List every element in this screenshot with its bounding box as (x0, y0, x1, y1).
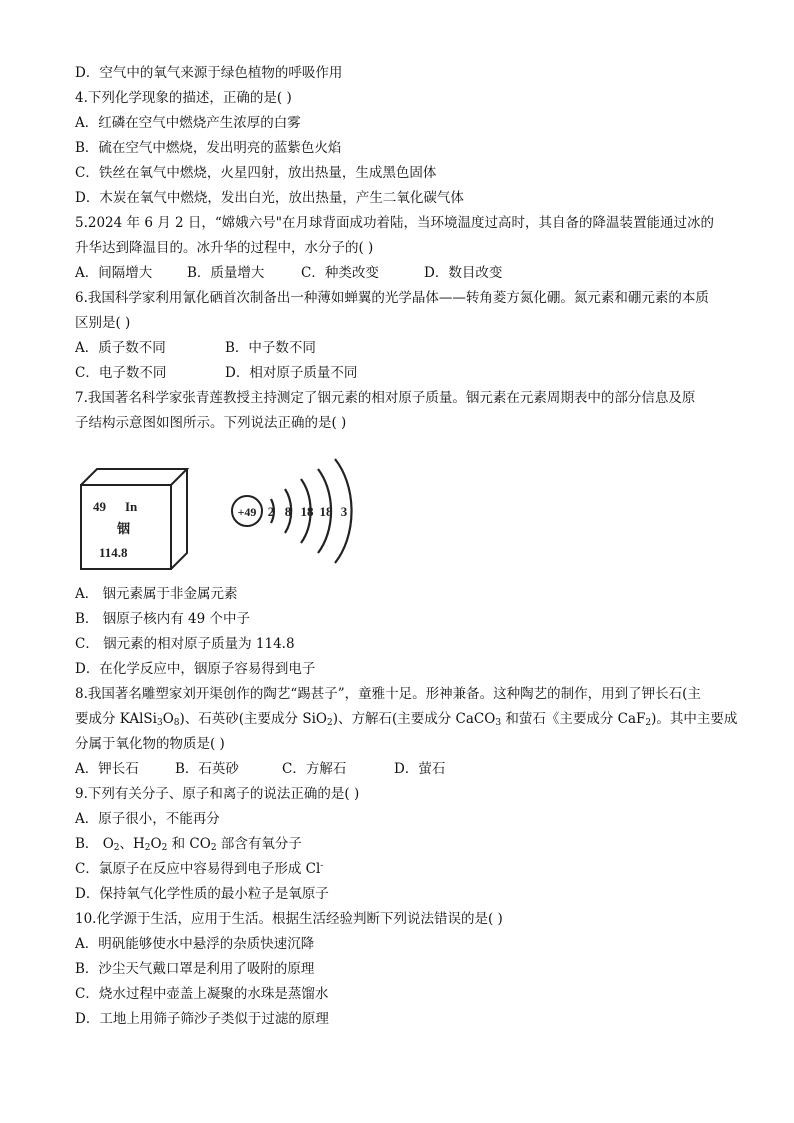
q5-option-a: A．间隔增大 (75, 265, 153, 281)
q6-options-row2 (75, 364, 725, 383)
q6-option-d: D．相对原子质量不同 (225, 365, 358, 381)
q8-option-b: B．石英砂 (175, 761, 239, 777)
q5-option-c: C．种类改变 (301, 265, 379, 281)
q7-option-a: A． 铟元素属于非金属元素 (75, 586, 238, 602)
q9-stem: 9.下列有关分子、原子和离子的说法正确的是( ) (75, 786, 360, 802)
shell-2-count: 8 (284, 504, 292, 519)
q9-option-c: C．氯原子在反应中容易得到电子形成 Cl- (75, 861, 324, 877)
q4-option-a: A．红磷在空气中燃烧产生浓厚的白雾 (75, 115, 301, 131)
element-name: 铟 (117, 522, 131, 537)
nucleus-charge: +49 (237, 505, 257, 519)
element-number: 49 (93, 499, 106, 514)
element-cube (81, 469, 187, 569)
q10-option-d: D．工地上用筛子筛沙子类似于过滤的原理 (75, 1011, 329, 1027)
q7-option-b: B． 铟原子核内有 49 个中子 (75, 611, 250, 627)
q10-option-a: A．明矾能够使水中悬浮的杂质快速沉降 (75, 936, 315, 952)
indium-diagram (75, 455, 395, 580)
q4-option-c: C．铁丝在氧气中燃烧，火星四射，放出热量，生成黑色固体 (75, 165, 437, 181)
q8-option-a: A．钾长石 (75, 761, 139, 777)
q10-option-c: C．烧水过程中壶盖上凝聚的水珠是蒸馏水 (75, 986, 329, 1002)
q4-option-b: B．硫在空气中燃烧，发出明亮的蓝紫色火焰 (75, 140, 342, 156)
q6-options-row1 (75, 339, 725, 358)
q5-stem-line1: 5.2024 年 6 月 2 日，“嫦娥六号"在月球背面成功着陆，当环境温度过高时，其自备的降温装置能通过冰的 (75, 215, 714, 231)
q8-stem-line1: 8.我国著名雕塑家刘开渠创作的陶艺“踢甚子”，童雅十足。形神兼备。这种陶艺的制作，用到了钾长石(主 (75, 686, 701, 702)
shell-3-count: 18 (300, 504, 314, 519)
q4-stem: 4.下列化学现象的描述，正确的是( ) (75, 90, 292, 106)
q6-option-b: B．中子数不同 (225, 340, 316, 356)
q8-stem-line2: 要成分 $KAlSi_3O_8$)、石英砂(主要成分 SiO$_2$)、方解石(主要成分 CaCO$_3$ 和萤石《主要成分 CaF$_2$)。其中主要成 (75, 711, 738, 728)
element-symbol: In (125, 499, 138, 514)
q9-option-a: A．原子很小，不能再分 (75, 811, 220, 827)
q9-option-b: B． $O_2$、$H_2O_2$ 和 $CO_2$ 部含有氧分子 (75, 836, 302, 853)
q7-option-c: C． 铟元素的相对原子质量为 114.8 (75, 636, 295, 652)
q8-stem-line3: 分属于氧化物的物质是( ) (75, 736, 225, 752)
indium-figure (75, 455, 395, 580)
q10-stem: 10.化学源于生活，应用于生活。根据生活经验判断下列说法错误的是( ) (75, 911, 503, 927)
q6-option-c: C．电子数不同 (75, 365, 167, 381)
q8-option-c: C．方解石 (282, 761, 347, 777)
q5-option-d: D．数目改变 (424, 265, 503, 281)
q5-stem-line2: 升华达到降温目的。冰升华的过程中，水分子的( ) (75, 240, 374, 256)
q5-options (75, 264, 725, 283)
q7-stem-line2: 子结构示意图如图所示。下列说法正确的是( ) (75, 415, 347, 431)
shell-1-count: 2 (267, 504, 275, 519)
q6-stem-line2: 区别是( ) (75, 315, 131, 331)
q9-option-d: D．保持氧气化学性质的最小粒子是氧原子 (75, 886, 329, 902)
q3-option-d: D．空气中的氧气来源于绿色植物的呼吸作用 (75, 65, 343, 81)
shell-4-count: 18 (319, 504, 333, 519)
q7-option-d: D．在化学反应中，铟原子容易得到电子 (75, 661, 316, 677)
shell-5-count: 3 (340, 504, 348, 519)
q4-option-d: D．木炭在氧气中燃烧，发出白光，放出热量，产生二氧化碳气体 (75, 190, 464, 206)
q8-option-d: D．萤石 (394, 761, 446, 777)
element-mass: 114.8 (99, 545, 128, 560)
q6-stem-line1: 6.我国科学家利用氰化硒首次制备出一种薄如蝉翼的光学晶体——转角菱方氮化硼。氮元素和硼元素的本质 (75, 290, 709, 306)
q5-option-b: B．质量增大 (187, 265, 265, 281)
q6-option-a: A．质子数不同 (75, 340, 166, 356)
q7-stem-line1: 7.我国著名科学家张青莲教授主持测定了铟元素的相对原子质量。铟元素在元素周期表中的部分信息及原 (75, 390, 696, 406)
q8-options (75, 760, 725, 779)
q10-option-b: B．沙尘天气戴口罩是利用了吸附的原理 (75, 961, 315, 977)
